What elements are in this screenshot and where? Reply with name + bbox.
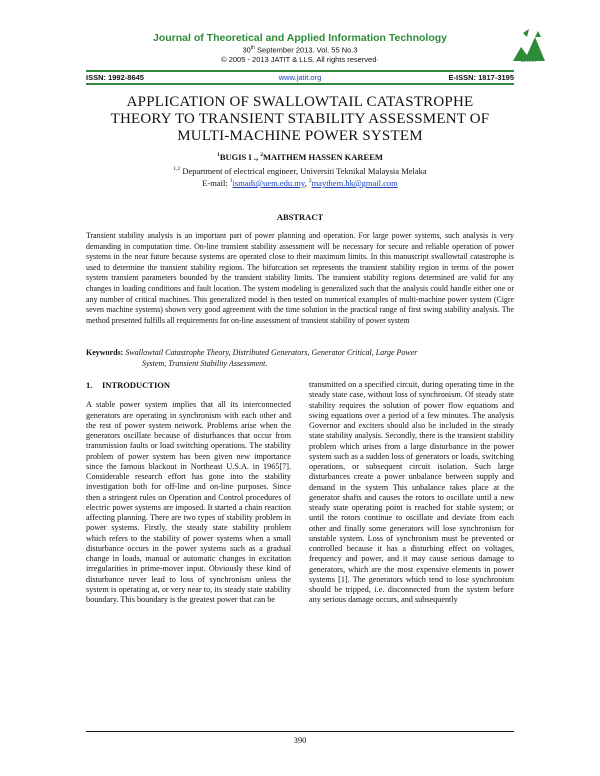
keywords xyxy=(86,348,514,369)
keywords-line-2: System, Transient Stability Assessment. xyxy=(142,358,268,368)
keywords-label: Keywords: xyxy=(86,348,124,357)
abstract-heading: ABSTRACT xyxy=(276,212,324,222)
issue-volume: September 2013. Vol. 55 No.3 xyxy=(254,45,358,55)
email2-marker: 2 xyxy=(308,178,312,185)
keywords-line-1: Swallowtail Catastrophe Theory, Distributed Generators, Generator Critical, Large Power xyxy=(123,348,418,357)
header-divider-top xyxy=(86,70,514,72)
section-number: 1. xyxy=(86,380,93,390)
author-2: MAITHEM HASSEN KAREEM xyxy=(262,152,383,162)
affiliation xyxy=(86,166,514,176)
header-divider-bottom xyxy=(86,83,514,85)
email-link-2[interactable]: maythem.hk@gmail.com xyxy=(311,178,398,188)
email-line xyxy=(86,178,514,188)
page-number: 390 xyxy=(293,735,307,745)
affiliation-text: Department of electrical engineer, Universiti Teknikal Malaysia Melaka xyxy=(180,166,427,176)
section-title: INTRODUCTION xyxy=(102,380,171,390)
email-label: E-mail: xyxy=(202,178,230,188)
email-separator: , xyxy=(304,178,309,188)
footer-divider xyxy=(86,731,514,732)
left-column-text: A stable power system implies that all its interconnected generators are operating in synchronism with each other and the rest of power system network. Problems arise when the generators oscillate because of disturbances that occur from transmission faults or load switching operations. The stability problem of power system has been given new importance since the famous blackout in Northeast U.S.A. in 1965[7]. Considerable research effort has gone into the stability investigation both for off-line and on-line purposes. Since then a stringent rules on Operation and Control procedures of electric power systems are imposed. It started a chain reaction affecting planning. There are two types of stability problem in power systems. Firstly, the steady state stability problem which refers to the stability of power systems when a small disturbance occurs in the power systems such as a gradual change in loads, manual or automatic changes in excitation irregularities in prime-mover input. Obviously these kind of disturbance never lead to loss of synchronism unless the system is operating at, or very near to, its steady state stability boundary. This boundary is the greatest power that can be xyxy=(86,400,291,604)
paper-title xyxy=(86,94,514,145)
logo-text: JATIT xyxy=(520,58,538,64)
journal-website-link[interactable]: www.jatit.org xyxy=(278,73,322,82)
author-1: BUGIS I ., xyxy=(219,152,259,162)
title-line-1: APPLICATION OF SWALLOWTAIL CATASTROPHE xyxy=(126,94,474,110)
issue-day: 30 xyxy=(242,45,251,55)
right-column: transmitted on a specified circuit, during operating time in the steady state case, without loss of synchronism. Of steady state stability requires the solution of power flow equations and swing equations over a period of a few minutes. The analysis Governor and exciters should also be included in the steady state stability analysis. Secondly, there is the transient stability problem which arises from a large disturbance in the power system such as a sudden loss of generators or loads, switching operations, or subsequent circuit isolation. Such large disturbances create a power unbalance between supply and demand in the system This unbalance takes place at the generator shafts and causes the rotors to oscillate until a new steady state operating point is reached for stable system; or until the rotors continue to oscillate and deviate from each other and finally some generators will lose synchronism for unstable system. Loss of synchronism must be prevented or controlled because it has a disturbing effect on voltages, frequency and power, and it may cause serious damage to generators, which are the most expensive elements in power systems [1]. The generators which tend to lose synchronism should be tripped, i.e. disconnected from the system before any serious damage occurs, and subsequently xyxy=(309,380,514,605)
journal-copyright: © 2005 - 2013 JATIT & LLS. All rights reserved· xyxy=(221,55,379,64)
journal-title: Journal of Theoretical and Applied Information Technology xyxy=(152,32,447,44)
authors xyxy=(86,152,514,162)
issue-day-suffix: th xyxy=(250,45,255,51)
title-line-3: MULTI-MACHINE POWER SYSTEM xyxy=(177,128,423,144)
email-link-1[interactable]: ismadi@uem.edu.my xyxy=(232,178,305,188)
issn-print: ISSN: 1992-8645 xyxy=(86,73,144,82)
email1-marker: 1 xyxy=(229,178,233,185)
section-heading xyxy=(86,380,291,390)
abstract-text: Transient stability analysis is an important part of power planning and operation. For large power systems, such analysis is very demanding in computation time. On-line transient stability assessment will be necessary for secure and reliable operation of power systems in the near future because systems are operated close to their maximum limits. In this manuscript swallowtail catastrophe is used to determine the transient stability regions. The bifurcation set represents the transient stability region in terms of the power system transient parameters bounded by the transient stability limits. The transient stability regions determined are valid for any changes in loading conditions and fault location. The system modeling is generalized such that the analysis could handle either one or any number of critical machines. This generalized model is then tested on numerical examples of multi-machine power system (Cigre seven machine systems) shown very good agreement with the time solution in the practical range of first swing stability analysis. The method presented fulfills all requirements for on-line assessment of transient stability of power system xyxy=(86,231,514,325)
issn-electronic: E-ISSN: 1817-3195 xyxy=(448,73,514,82)
affiliation-marker: 1,2 xyxy=(173,166,181,173)
author2-marker: 2 xyxy=(260,152,263,159)
author1-marker: 1 xyxy=(217,152,220,159)
title-line-2: THEORY TO TRANSIENT STABILITY ASSESSMENT OF xyxy=(110,111,490,127)
left-column xyxy=(86,380,291,605)
